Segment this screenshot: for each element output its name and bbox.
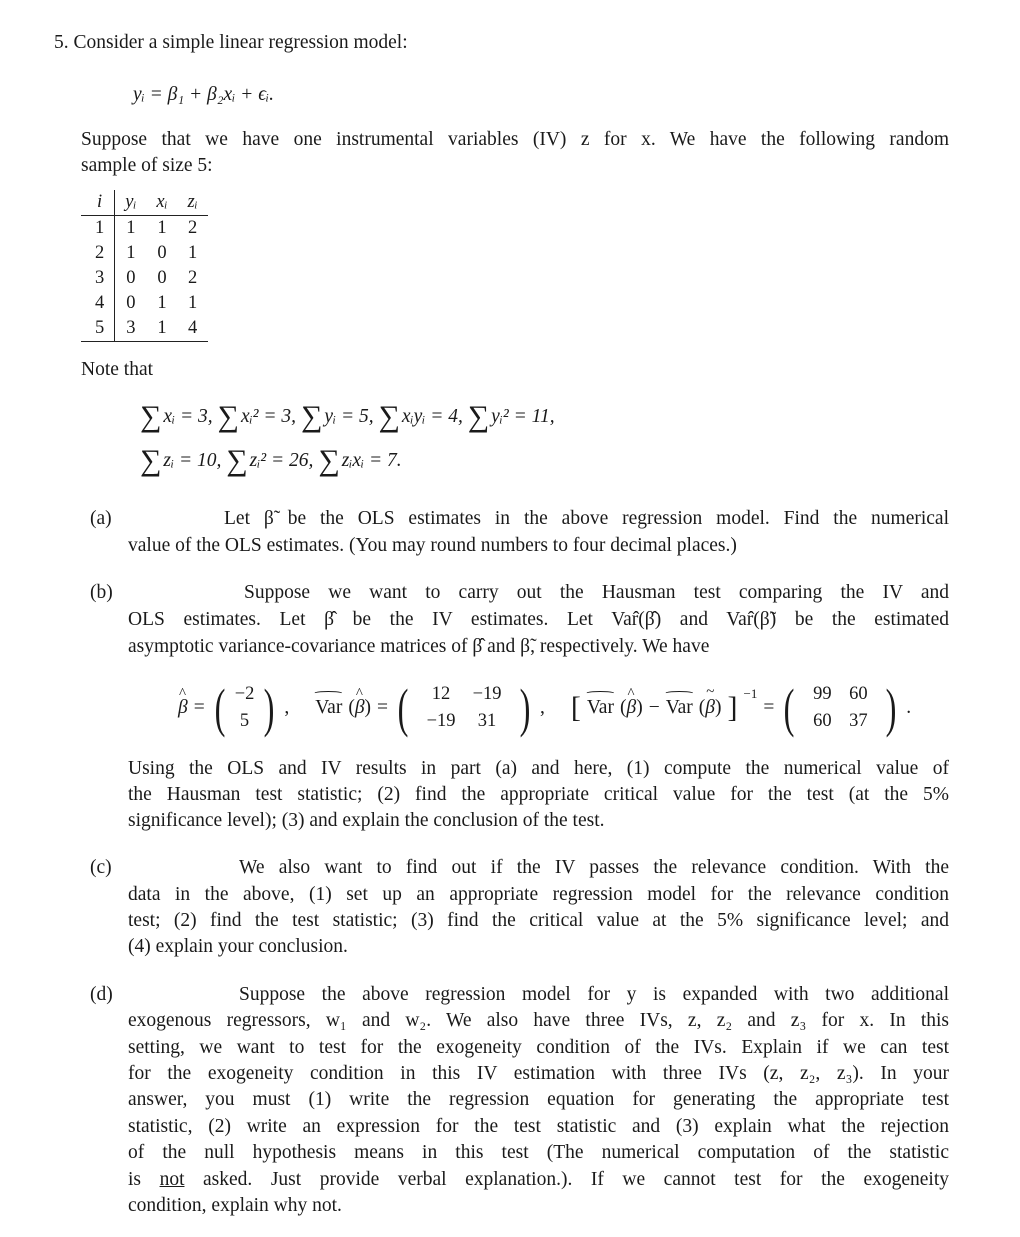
model-equation: yᵢ = β₁ + β₂xᵢ + ϵᵢ. bbox=[133, 84, 275, 105]
part-b-after-1: Using the OLS and IV results in part (a) and here, (1) compute the numerical value of bbox=[128, 758, 949, 779]
table-header-x: xᵢ bbox=[146, 190, 177, 216]
table-cell: 1 bbox=[126, 243, 136, 263]
part-d-line-2: exogenous regressors, w₁ and w₂. We also have three IVs, z, z₂ and z₃ for x. In this bbox=[128, 1010, 949, 1031]
part-c-label: (c) bbox=[90, 857, 112, 878]
table-cell: 2 bbox=[81, 241, 115, 266]
part-d-line-9: condition, explain why not. bbox=[128, 1195, 342, 1216]
hausman-equation: ^ β = ( −2 5 ) , ⌢ Var (^ β) = ( 12 −19 −19 31 ) , [ ⌢ Var (^ β) − ⌢ Var (~ β) ] $^{-1}$ = ( 99 60 60 37 ) . bbox=[178, 678, 911, 738]
table-cell: 1 bbox=[146, 316, 177, 342]
part-d-line-7: of the null hypothesis means in this test (The numerical computation of the statistic bbox=[128, 1142, 949, 1163]
table-cell: 0 bbox=[126, 268, 136, 288]
table-cell: 4 bbox=[81, 291, 115, 316]
problem-intro: Consider a simple linear regression model: bbox=[73, 32, 408, 53]
part-c-line-3: test; (2) find the test statistic; (3) find the critical value at the 5% significance level; and bbox=[128, 910, 949, 931]
beta-hat-vector: −2 5 bbox=[234, 684, 255, 731]
part-a-line-1: Let β̃ be the OLS estimates in the above regression model. Find the numerical bbox=[224, 508, 949, 529]
table-cell: 3 bbox=[115, 316, 147, 342]
table-cell: 1 bbox=[126, 218, 136, 238]
part-c-line-2: data in the above, (1) set up an appropriate regression model for the relevance condition bbox=[128, 884, 949, 905]
part-c-line-4: (4) explain your conclusion. bbox=[128, 936, 348, 957]
part-b-line-1: Suppose we want to carry out the Hausman test comparing the IV and bbox=[244, 582, 949, 603]
table-row bbox=[81, 241, 208, 266]
table-cell: 1 bbox=[187, 293, 198, 313]
inverse-diff-matrix: 99 60 60 37 bbox=[813, 684, 868, 731]
problem-header bbox=[54, 30, 408, 56]
table-header-z: zᵢ bbox=[178, 190, 208, 216]
table-cell: 0 bbox=[157, 243, 167, 263]
sum-xy: xᵢyᵢ = 4, bbox=[401, 406, 463, 427]
part-b-line-2: OLS estimates. Let β̂ be the IV estimates. Let Var̂(β̂) and Var̂(β̃) be the estimated bbox=[128, 609, 949, 630]
table-cell: 1 bbox=[157, 293, 167, 313]
table-cell: 1 bbox=[157, 218, 167, 238]
note-label: Note that bbox=[81, 359, 154, 380]
table-cell: 0 bbox=[126, 293, 136, 313]
table-cell: 5 bbox=[81, 316, 115, 342]
problem-number: 5. bbox=[54, 32, 69, 53]
table-row bbox=[81, 291, 208, 316]
part-d-label: (d) bbox=[90, 984, 113, 1005]
sum-x: xᵢ = 3, bbox=[163, 406, 213, 427]
sum-y: yᵢ = 5, bbox=[324, 406, 374, 427]
table-header-y: yᵢ bbox=[115, 190, 147, 216]
table-row bbox=[81, 266, 208, 291]
sums-line-2: ∑ zᵢ = 10, ∑ zᵢ² = 26, ∑ zᵢxᵢ = 7. bbox=[140, 444, 402, 477]
setup-line-1: Suppose that we have one instrumental variables (IV) z for x. We have the following random bbox=[81, 129, 949, 150]
sum-x2: xᵢ² = 3, bbox=[240, 406, 297, 427]
part-d-line-8: is not asked. Just provide verbal explanation.). If we cannot test for the exogeneity bbox=[128, 1169, 949, 1190]
setup-line-2: sample of size 5: bbox=[81, 155, 213, 176]
sum-z: zᵢ = 10, bbox=[163, 450, 222, 471]
table-cell: 1 bbox=[187, 243, 198, 263]
table-cell: 0 bbox=[157, 268, 167, 288]
table-cell: 2 bbox=[187, 218, 198, 238]
part-c-line-1: We also want to find out if the IV passes the relevance condition. With the bbox=[239, 857, 949, 878]
table-cell: 3 bbox=[81, 266, 115, 291]
sum-z2: zᵢ² = 26, bbox=[249, 450, 314, 471]
table-header-i: i bbox=[81, 190, 115, 216]
table-row bbox=[81, 316, 208, 342]
table-cell: 2 bbox=[187, 268, 198, 288]
table-cell: 4 bbox=[178, 316, 208, 342]
sum-y2: yᵢ² = 11, bbox=[491, 406, 555, 427]
part-a-label: (a) bbox=[90, 508, 112, 529]
sums-line-1: ∑ xᵢ = 3, ∑ xᵢ² = 3, ∑ yᵢ = 5, ∑ xᵢyᵢ = 4, ∑ yᵢ² = 11, bbox=[140, 400, 555, 433]
part-d-line-6: statistic, (2) write an expression for the test statistic and (3) explain what the rejection bbox=[128, 1116, 949, 1137]
var-beta-hat-matrix: 12 −19 −19 31 bbox=[426, 684, 502, 731]
part-b-after-2: the Hausman test statistic; (2) find the appropriate critical value for the test (at the 5% bbox=[128, 784, 949, 805]
part-b-after-3: significance level); (3) and explain the conclusion of the test. bbox=[128, 810, 605, 831]
table-cell: 1 bbox=[81, 216, 115, 242]
part-d-line-1: Suppose the above regression model for y is expanded with two additional bbox=[239, 984, 949, 1005]
part-d-line-3: setting, we want to test for the exogeneity condition of the IVs. Explain if we can test bbox=[128, 1037, 949, 1058]
part-b-label: (b) bbox=[90, 582, 113, 603]
table-row bbox=[81, 216, 208, 242]
not-underlined: not bbox=[159, 1169, 185, 1190]
part-b-line-3: asymptotic variance-covariance matrices of β̂ and β̃, respectively. We have bbox=[128, 636, 710, 657]
part-d-line-4: for the exogeneity condition in this IV estimation with three IVs (z, z₂, z₃). In your bbox=[128, 1063, 949, 1084]
data-table bbox=[81, 190, 208, 342]
sum-zx: zᵢxᵢ = 7. bbox=[341, 450, 402, 471]
table-header-row bbox=[81, 190, 208, 216]
part-d-line-5: answer, you must (1) write the regression equation for generating the appropriate test bbox=[128, 1089, 949, 1110]
part-a-line-2: value of the OLS estimates. (You may round numbers to four decimal places.) bbox=[128, 535, 737, 556]
